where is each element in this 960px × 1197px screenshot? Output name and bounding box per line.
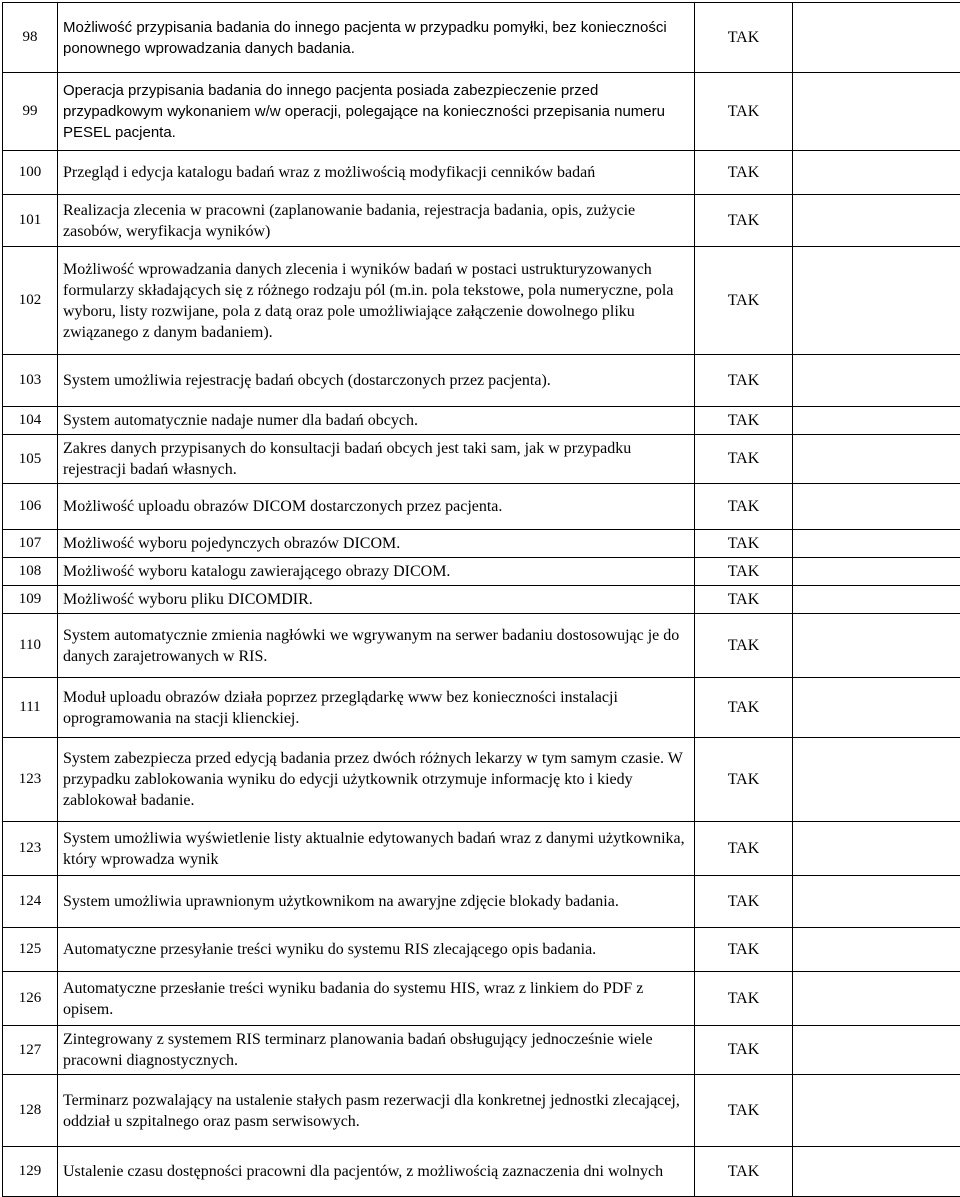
row-value: TAK bbox=[695, 738, 793, 822]
row-description: Moduł uploadu obrazów działa poprzez przeglądarkę www bez konieczności instalacji oprogramowania na stacji klienckiej. bbox=[58, 678, 695, 738]
row-description: Zakres danych przypisanych do konsultacji badań obcych jest taki sam, jak w przypadku rejestracji badań własnych. bbox=[58, 435, 695, 484]
row-value: TAK bbox=[695, 678, 793, 738]
table-row bbox=[3, 73, 960, 151]
row-number: 109 bbox=[3, 586, 58, 614]
row-number: 106 bbox=[3, 484, 58, 530]
row-note-cell bbox=[793, 972, 960, 1026]
row-note-cell bbox=[793, 435, 960, 484]
row-number: 111 bbox=[3, 678, 58, 738]
table-row bbox=[3, 484, 960, 530]
row-value: TAK bbox=[695, 972, 793, 1026]
row-number: 104 bbox=[3, 407, 58, 435]
table-row bbox=[3, 407, 960, 435]
row-number: 100 bbox=[3, 151, 58, 195]
row-description: Możliwość wprowadzania danych zlecenia i wyników badań w postaci ustrukturyzowanych formularzy składających się z różnego rodzaju pól (m.in. pola tekstowe, pola numeryczne, pola wyboru, listy rozwijane, pola z datą oraz pole umożliwiające załączenie dowolnego pliku związanego z danym badaniem). bbox=[58, 247, 695, 355]
row-note-cell bbox=[793, 73, 960, 151]
row-value: TAK bbox=[695, 822, 793, 876]
row-number: 98 bbox=[3, 3, 58, 73]
row-value: TAK bbox=[695, 355, 793, 407]
row-note-cell bbox=[793, 355, 960, 407]
row-number: 102 bbox=[3, 247, 58, 355]
row-value: TAK bbox=[695, 1147, 793, 1197]
table-row bbox=[3, 1075, 960, 1147]
row-note-cell bbox=[793, 407, 960, 435]
table-row bbox=[3, 355, 960, 407]
table-row bbox=[3, 586, 960, 614]
row-note-cell bbox=[793, 1075, 960, 1147]
row-note-cell bbox=[793, 247, 960, 355]
table-row bbox=[3, 530, 960, 558]
row-value: TAK bbox=[695, 558, 793, 586]
table-row bbox=[3, 195, 960, 247]
table-row bbox=[3, 928, 960, 972]
row-description: System umożliwia rejestrację badań obcych (dostarczonych przez pacjenta). bbox=[58, 355, 695, 407]
table-row bbox=[3, 247, 960, 355]
row-description: Możliwość przypisania badania do innego pacjenta w przypadku pomyłki, bez konieczności ponownego wprowadzania danych badania. bbox=[58, 3, 695, 73]
table-row bbox=[3, 738, 960, 822]
row-number: 105 bbox=[3, 435, 58, 484]
row-number: 127 bbox=[3, 1026, 58, 1075]
requirements-table bbox=[2, 2, 960, 1197]
table-row bbox=[3, 558, 960, 586]
row-description: System automatycznie nadaje numer dla badań obcych. bbox=[58, 407, 695, 435]
row-value: TAK bbox=[695, 73, 793, 151]
row-number: 99 bbox=[3, 73, 58, 151]
row-description: System zabezpiecza przed edycją badania przez dwóch różnych lekarzy w tym samym czasie. W przypadku zablokowania wyniku do edycji użytkownik otrzymuje informację kto i kiedy zablokował badanie. bbox=[58, 738, 695, 822]
row-description: Możliwość wyboru pojedynczych obrazów DICOM. bbox=[58, 530, 695, 558]
row-description: Automatyczne przesłanie treści wyniku badania do systemu HIS, wraz z linkiem do PDF z opisem. bbox=[58, 972, 695, 1026]
table-row bbox=[3, 614, 960, 678]
row-number: 125 bbox=[3, 928, 58, 972]
row-note-cell bbox=[793, 614, 960, 678]
row-description: System umożliwia uprawnionym użytkownikom na awaryjne zdjęcie blokady badania. bbox=[58, 876, 695, 928]
row-value: TAK bbox=[695, 586, 793, 614]
table-row bbox=[3, 435, 960, 484]
row-number: 107 bbox=[3, 530, 58, 558]
row-value: TAK bbox=[695, 484, 793, 530]
row-number: 123 bbox=[3, 738, 58, 822]
row-value: TAK bbox=[695, 151, 793, 195]
row-value: TAK bbox=[695, 3, 793, 73]
row-note-cell bbox=[793, 151, 960, 195]
row-value: TAK bbox=[695, 435, 793, 484]
row-value: TAK bbox=[695, 614, 793, 678]
table-row bbox=[3, 876, 960, 928]
row-value: TAK bbox=[695, 928, 793, 972]
row-value: TAK bbox=[695, 407, 793, 435]
row-value: TAK bbox=[695, 247, 793, 355]
row-note-cell bbox=[793, 3, 960, 73]
table-row bbox=[3, 151, 960, 195]
row-description: System umożliwia wyświetlenie listy aktualnie edytowanych badań wraz z danymi użytkownika, który wprowadza wynik bbox=[58, 822, 695, 876]
row-description: Ustalenie czasu dostępności pracowni dla pacjentów, z możliwością zaznaczenia dni wolnych bbox=[58, 1147, 695, 1197]
row-value: TAK bbox=[695, 1026, 793, 1075]
row-description: Możliwość wyboru katalogu zawierającego obrazy DICOM. bbox=[58, 558, 695, 586]
row-note-cell bbox=[793, 928, 960, 972]
table-row bbox=[3, 678, 960, 738]
row-number: 126 bbox=[3, 972, 58, 1026]
row-value: TAK bbox=[695, 876, 793, 928]
row-note-cell bbox=[793, 678, 960, 738]
table-row bbox=[3, 1026, 960, 1075]
row-note-cell bbox=[793, 195, 960, 247]
row-number: 128 bbox=[3, 1075, 58, 1147]
row-description: Operacja przypisania badania do innego pacjenta posiada zabezpieczenie przed przypadkowym wykonaniem w/w operacji, polegające na konieczności przepisania numeru PESEL pacjenta. bbox=[58, 73, 695, 151]
row-number: 101 bbox=[3, 195, 58, 247]
row-note-cell bbox=[793, 1147, 960, 1197]
table-row bbox=[3, 822, 960, 876]
row-description: Możliwość uploadu obrazów DICOM dostarczonych przez pacjenta. bbox=[58, 484, 695, 530]
row-number: 129 bbox=[3, 1147, 58, 1197]
row-note-cell bbox=[793, 558, 960, 586]
row-note-cell bbox=[793, 586, 960, 614]
row-number: 123 bbox=[3, 822, 58, 876]
row-number: 108 bbox=[3, 558, 58, 586]
row-note-cell bbox=[793, 484, 960, 530]
row-description: System automatycznie zmienia nagłówki we wgrywanym na serwer badaniu dostosowując je do danych zarajetrowanych w RIS. bbox=[58, 614, 695, 678]
row-description: Przegląd i edycja katalogu badań wraz z możliwością modyfikacji cenników badań bbox=[58, 151, 695, 195]
row-description: Automatyczne przesyłanie treści wyniku do systemu RIS zlecającego opis badania. bbox=[58, 928, 695, 972]
table-row bbox=[3, 1147, 960, 1197]
table-row bbox=[3, 3, 960, 73]
row-description: Realizacja zlecenia w pracowni (zaplanowanie badania, rejestracja badania, opis, zużycie zasobów, weryfikacja wyników) bbox=[58, 195, 695, 247]
row-description: Terminarz pozwalający na ustalenie stałych pasm rezerwacji dla konkretnej jednostki zlecającej, oddział u szpitalnego oraz pasm serwisowych. bbox=[58, 1075, 695, 1147]
row-description: Możliwość wyboru pliku DICOMDIR. bbox=[58, 586, 695, 614]
row-value: TAK bbox=[695, 530, 793, 558]
row-value: TAK bbox=[695, 1075, 793, 1147]
row-number: 103 bbox=[3, 355, 58, 407]
row-note-cell bbox=[793, 738, 960, 822]
row-value: TAK bbox=[695, 195, 793, 247]
row-number: 110 bbox=[3, 614, 58, 678]
row-number: 124 bbox=[3, 876, 58, 928]
row-note-cell bbox=[793, 530, 960, 558]
row-note-cell bbox=[793, 822, 960, 876]
row-description: Zintegrowany z systemem RIS terminarz planowania badań obsługujący jednocześnie wiele pracowni diagnostycznych. bbox=[58, 1026, 695, 1075]
table-row bbox=[3, 972, 960, 1026]
row-note-cell bbox=[793, 1026, 960, 1075]
row-note-cell bbox=[793, 876, 960, 928]
